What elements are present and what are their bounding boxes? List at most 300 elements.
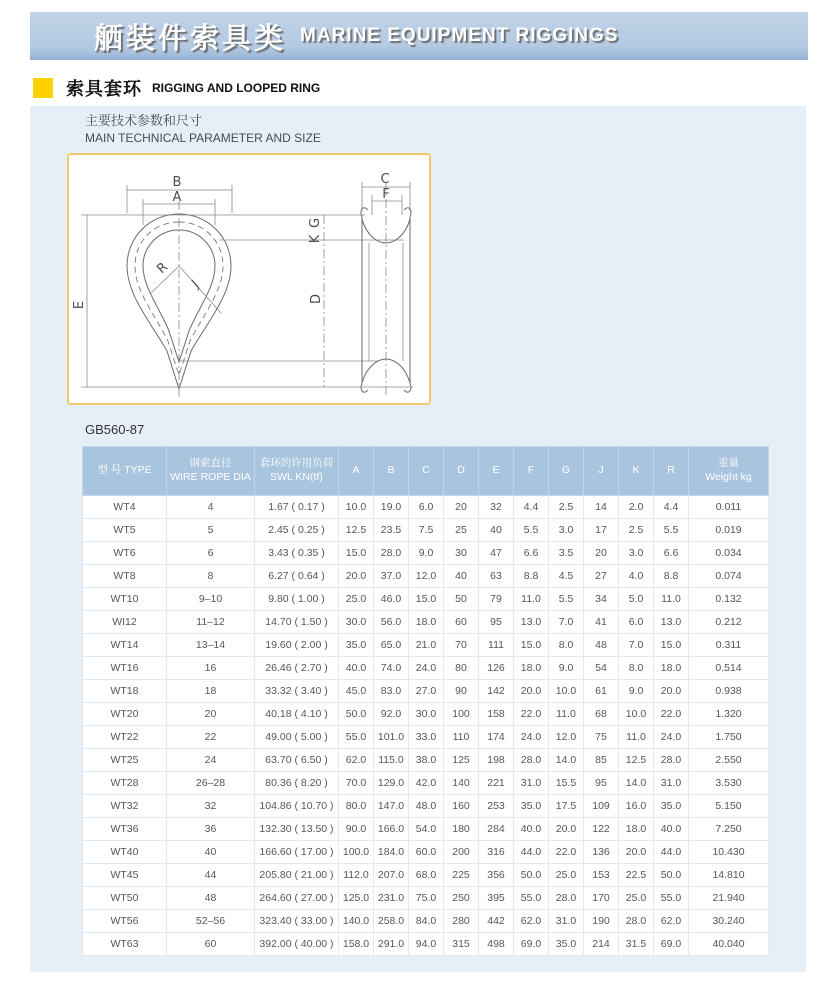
table-cell: 60.0 <box>409 841 444 864</box>
table-cell: 75.0 <box>409 887 444 910</box>
column-header: C <box>409 447 444 496</box>
table-cell: 3.43 ( 0.35 ) <box>255 542 339 565</box>
table-cell: 2.5 <box>619 519 654 542</box>
table-cell: 30.0 <box>409 703 444 726</box>
table-cell: 221 <box>479 772 514 795</box>
table-cell: WT20 <box>83 703 167 726</box>
table-cell: 28.0 <box>549 887 584 910</box>
table-cell: 19.0 <box>374 496 409 519</box>
table-cell: 23.5 <box>374 519 409 542</box>
table-cell: 33.32 ( 3.40 ) <box>255 680 339 703</box>
table-cell: 40.0 <box>514 818 549 841</box>
table-cell: 0.074 <box>689 565 769 588</box>
table-cell: 65.0 <box>374 634 409 657</box>
table-cell: 170 <box>584 887 619 910</box>
table-cell: 2.0 <box>619 496 654 519</box>
section-heading <box>33 75 320 101</box>
table-row <box>83 887 769 910</box>
table-cell: 14.810 <box>689 864 769 887</box>
table-cell: 20.0 <box>549 818 584 841</box>
table-cell: 48 <box>167 887 255 910</box>
table-cell: 1.750 <box>689 726 769 749</box>
table-cell: 9.0 <box>549 657 584 680</box>
table-row <box>83 910 769 933</box>
table-cell: 40 <box>479 519 514 542</box>
table-cell: 225 <box>444 864 479 887</box>
table-cell: 158 <box>479 703 514 726</box>
table-cell: WT16 <box>83 657 167 680</box>
table-cell: WT25 <box>83 749 167 772</box>
table-cell: 280 <box>444 910 479 933</box>
table-cell: 4.4 <box>654 496 689 519</box>
table-cell: 4 <box>167 496 255 519</box>
table-cell: 6.6 <box>514 542 549 565</box>
table-cell: 50 <box>444 588 479 611</box>
table-cell: WI12 <box>83 611 167 634</box>
table-cell: 10.0 <box>549 680 584 703</box>
table-cell: 11.0 <box>619 726 654 749</box>
table-cell: 9.0 <box>409 542 444 565</box>
dim-label-f: F <box>382 187 390 202</box>
table-cell: 20 <box>444 496 479 519</box>
section-bullet-icon <box>33 78 53 98</box>
table-cell: 498 <box>479 933 514 956</box>
table-cell: 316 <box>479 841 514 864</box>
table-cell: 95 <box>479 611 514 634</box>
table-cell: 46.0 <box>374 588 409 611</box>
table-cell: 14.70 ( 1.50 ) <box>255 611 339 634</box>
table-cell: 8.8 <box>514 565 549 588</box>
table-cell: 205.80 ( 21.00 ) <box>255 864 339 887</box>
table-cell: 54 <box>584 657 619 680</box>
column-header: B <box>374 447 409 496</box>
table-cell: 3.0 <box>549 519 584 542</box>
table-cell: 26–28 <box>167 772 255 795</box>
table-cell: 112.0 <box>339 864 374 887</box>
column-header: 钢索直径 WIRE ROPE DIA <box>167 447 255 496</box>
table-cell: 85 <box>584 749 619 772</box>
dim-label-c: C <box>380 172 390 187</box>
table-cell: 315 <box>444 933 479 956</box>
column-header: 型 号 TYPE <box>83 447 167 496</box>
column-header: 套环的许用负荷 SWL KN(tf) <box>255 447 339 496</box>
table-row <box>83 588 769 611</box>
table-cell: 44.0 <box>514 841 549 864</box>
table-cell: 31.0 <box>654 772 689 795</box>
dim-label-j: J <box>189 277 203 292</box>
table-cell: 69.0 <box>654 933 689 956</box>
table-cell: 11.0 <box>654 588 689 611</box>
table-cell: WT56 <box>83 910 167 933</box>
table-cell: 125 <box>444 749 479 772</box>
table-cell: 0.011 <box>689 496 769 519</box>
table-cell: 356 <box>479 864 514 887</box>
table-cell: WT10 <box>83 588 167 611</box>
table-cell: 1.320 <box>689 703 769 726</box>
table-cell: 10.430 <box>689 841 769 864</box>
table-cell: 15.5 <box>549 772 584 795</box>
table-cell: 24.0 <box>654 726 689 749</box>
table-cell: 12.5 <box>339 519 374 542</box>
table-cell: 166.60 ( 17.00 ) <box>255 841 339 864</box>
column-header: J <box>584 447 619 496</box>
table-cell: 9–10 <box>167 588 255 611</box>
column-header: D <box>444 447 479 496</box>
table-cell: 42.0 <box>409 772 444 795</box>
intro-text-cn: 主要技术参数和尺寸 <box>85 113 203 128</box>
table-cell: 0.019 <box>689 519 769 542</box>
table-cell: 20.0 <box>619 841 654 864</box>
table-cell: 28.0 <box>619 910 654 933</box>
table-cell: 25.0 <box>339 588 374 611</box>
spec-table-header-row <box>83 447 769 496</box>
table-cell: 110 <box>444 726 479 749</box>
table-cell: 13.0 <box>514 611 549 634</box>
table-cell: WT32 <box>83 795 167 818</box>
table-cell: WT45 <box>83 864 167 887</box>
table-cell: 47 <box>479 542 514 565</box>
content-panel <box>30 106 806 972</box>
table-cell: 38.0 <box>409 749 444 772</box>
table-cell: 200 <box>444 841 479 864</box>
table-row <box>83 749 769 772</box>
table-cell: WT28 <box>83 772 167 795</box>
column-header: R <box>654 447 689 496</box>
table-cell: 6.6 <box>654 542 689 565</box>
table-cell: 231.0 <box>374 887 409 910</box>
table-cell: 28.0 <box>514 749 549 772</box>
table-cell: 68.0 <box>409 864 444 887</box>
table-cell: 55.0 <box>514 887 549 910</box>
table-cell: 94.0 <box>409 933 444 956</box>
table-cell: 48 <box>584 634 619 657</box>
table-cell: 8.0 <box>619 657 654 680</box>
table-cell: WT40 <box>83 841 167 864</box>
table-cell: 12.0 <box>409 565 444 588</box>
table-cell: WT5 <box>83 519 167 542</box>
dim-label-e: E <box>72 300 87 310</box>
table-cell: 92.0 <box>374 703 409 726</box>
table-cell: 7.250 <box>689 818 769 841</box>
table-cell: 4.0 <box>619 565 654 588</box>
table-cell: 18 <box>167 680 255 703</box>
table-cell: 6 <box>167 542 255 565</box>
table-cell: 28.0 <box>654 749 689 772</box>
table-cell: 12.5 <box>619 749 654 772</box>
table-cell: 0.938 <box>689 680 769 703</box>
table-cell: 34 <box>584 588 619 611</box>
standard-number: GB560-87 <box>85 422 145 437</box>
table-cell: 125.0 <box>339 887 374 910</box>
table-cell: 22 <box>167 726 255 749</box>
table-cell: 14.0 <box>549 749 584 772</box>
table-cell: 22.0 <box>654 703 689 726</box>
table-cell: 26.46 ( 2.70 ) <box>255 657 339 680</box>
banner-title-cn: 舾装件索具类 <box>94 22 287 55</box>
table-cell: WT4 <box>83 496 167 519</box>
table-cell: 11.0 <box>514 588 549 611</box>
table-cell: 84.0 <box>409 910 444 933</box>
table-cell: 41 <box>584 611 619 634</box>
table-cell: 25.0 <box>619 887 654 910</box>
table-cell: 61 <box>584 680 619 703</box>
table-cell: 115.0 <box>374 749 409 772</box>
table-cell: 25.0 <box>549 864 584 887</box>
table-cell: 174 <box>479 726 514 749</box>
table-cell: 153 <box>584 864 619 887</box>
table-cell: 70.0 <box>339 772 374 795</box>
table-cell: 190 <box>584 910 619 933</box>
table-cell: 136 <box>584 841 619 864</box>
table-row <box>83 703 769 726</box>
table-cell: 40.0 <box>654 818 689 841</box>
table-cell: 8.8 <box>654 565 689 588</box>
table-cell: 132.30 ( 13.50 ) <box>255 818 339 841</box>
table-cell: 20 <box>584 542 619 565</box>
section-title-cn: 索具套环 <box>66 79 142 99</box>
table-cell: 35.0 <box>654 795 689 818</box>
table-cell: 1.67 ( 0.17 ) <box>255 496 339 519</box>
table-cell: 56.0 <box>374 611 409 634</box>
table-cell: 62.0 <box>654 910 689 933</box>
table-cell: 52–56 <box>167 910 255 933</box>
table-cell: 19.60 ( 2.00 ) <box>255 634 339 657</box>
table-cell: 14 <box>584 496 619 519</box>
table-cell: WT22 <box>83 726 167 749</box>
table-cell: WT18 <box>83 680 167 703</box>
intro-text-en: MAIN TECHNICAL PARAMETER AND SIZE <box>85 130 321 145</box>
table-cell: 0.514 <box>689 657 769 680</box>
table-cell: 6.0 <box>619 611 654 634</box>
table-cell: 5.0 <box>619 588 654 611</box>
table-row <box>83 841 769 864</box>
table-cell: 0.034 <box>689 542 769 565</box>
table-cell: 0.132 <box>689 588 769 611</box>
table-cell: 160 <box>444 795 479 818</box>
table-cell: 5.5 <box>514 519 549 542</box>
table-cell: 323.40 ( 33.00 ) <box>255 910 339 933</box>
table-cell: 60 <box>167 933 255 956</box>
table-cell: 122 <box>584 818 619 841</box>
table-cell: 69.0 <box>514 933 549 956</box>
column-header: E <box>479 447 514 496</box>
table-cell: 74.0 <box>374 657 409 680</box>
table-cell: 16.0 <box>619 795 654 818</box>
table-cell: 30.240 <box>689 910 769 933</box>
table-cell: 35.0 <box>339 634 374 657</box>
table-cell: 14.0 <box>619 772 654 795</box>
table-cell: 79 <box>479 588 514 611</box>
table-cell: 140.0 <box>339 910 374 933</box>
table-cell: 284 <box>479 818 514 841</box>
table-cell: 129.0 <box>374 772 409 795</box>
table-row <box>83 818 769 841</box>
table-cell: WT14 <box>83 634 167 657</box>
table-cell: 4.4 <box>514 496 549 519</box>
table-cell: 11–12 <box>167 611 255 634</box>
dim-label-g: G <box>308 217 323 229</box>
table-row <box>83 864 769 887</box>
table-cell: 8 <box>167 565 255 588</box>
table-row <box>83 680 769 703</box>
dim-label-r: R <box>154 259 172 277</box>
table-cell: 250 <box>444 887 479 910</box>
column-header: F <box>514 447 549 496</box>
table-cell: 8.0 <box>549 634 584 657</box>
table-cell: 35.0 <box>549 933 584 956</box>
technical-drawing <box>67 153 431 405</box>
table-cell: 63.70 ( 6.50 ) <box>255 749 339 772</box>
table-cell: 37.0 <box>374 565 409 588</box>
table-cell: 7.0 <box>549 611 584 634</box>
table-row <box>83 496 769 519</box>
table-cell: 18.0 <box>514 657 549 680</box>
table-cell: 70 <box>444 634 479 657</box>
table-cell: 30.0 <box>339 611 374 634</box>
table-cell: 31.0 <box>514 772 549 795</box>
table-cell: 18.0 <box>409 611 444 634</box>
table-cell: 55.0 <box>654 887 689 910</box>
table-cell: 109 <box>584 795 619 818</box>
table-cell: 90 <box>444 680 479 703</box>
table-cell: 7.0 <box>619 634 654 657</box>
table-row <box>83 634 769 657</box>
table-cell: 50.0 <box>339 703 374 726</box>
table-row <box>83 933 769 956</box>
table-cell: 16 <box>167 657 255 680</box>
table-cell: 80.0 <box>339 795 374 818</box>
table-cell: 5.150 <box>689 795 769 818</box>
table-row <box>83 611 769 634</box>
table-cell: 184.0 <box>374 841 409 864</box>
table-cell: 31.0 <box>549 910 584 933</box>
table-cell: 27 <box>584 565 619 588</box>
table-cell: 392.00 ( 40.00 ) <box>255 933 339 956</box>
table-cell: 11.0 <box>549 703 584 726</box>
thimble-drawing-svg <box>69 155 429 403</box>
table-cell: 20 <box>167 703 255 726</box>
banner-title-en: MARINE EQUIPMENT RIGGINGS <box>300 25 619 46</box>
dim-label-d: D <box>309 293 324 305</box>
table-cell: 442 <box>479 910 514 933</box>
table-row <box>83 772 769 795</box>
table-cell: 28.0 <box>374 542 409 565</box>
table-cell: WT36 <box>83 818 167 841</box>
table-cell: 291.0 <box>374 933 409 956</box>
table-cell: 0.311 <box>689 634 769 657</box>
column-header: 重量 Weight kg <box>689 447 769 496</box>
table-cell: 62.0 <box>514 910 549 933</box>
table-cell: 395 <box>479 887 514 910</box>
dim-label-b: B <box>172 175 182 190</box>
table-cell: 80.36 ( 8.20 ) <box>255 772 339 795</box>
table-cell: 22.0 <box>514 703 549 726</box>
table-cell: 3.5 <box>549 542 584 565</box>
table-cell: 62.0 <box>339 749 374 772</box>
table-cell: WT50 <box>83 887 167 910</box>
table-row <box>83 565 769 588</box>
table-cell: 40 <box>167 841 255 864</box>
table-cell: 24.0 <box>409 657 444 680</box>
table-cell: 4.5 <box>549 565 584 588</box>
table-cell: 180 <box>444 818 479 841</box>
table-cell: 35.0 <box>514 795 549 818</box>
table-cell: 31.5 <box>619 933 654 956</box>
column-header: A <box>339 447 374 496</box>
table-cell: 264.60 ( 27.00 ) <box>255 887 339 910</box>
table-cell: 21.940 <box>689 887 769 910</box>
table-cell: 7.5 <box>409 519 444 542</box>
table-cell: 0.212 <box>689 611 769 634</box>
table-cell: 253 <box>479 795 514 818</box>
table-cell: 17.5 <box>549 795 584 818</box>
table-cell: 142 <box>479 680 514 703</box>
table-cell: 126 <box>479 657 514 680</box>
table-cell: 166.0 <box>374 818 409 841</box>
table-cell: 2.550 <box>689 749 769 772</box>
table-cell: 50.0 <box>514 864 549 887</box>
table-cell: 40.040 <box>689 933 769 956</box>
table-cell: 40.0 <box>339 657 374 680</box>
table-cell: 214 <box>584 933 619 956</box>
table-cell: 33.0 <box>409 726 444 749</box>
table-cell: 6.0 <box>409 496 444 519</box>
table-cell: 90.0 <box>339 818 374 841</box>
table-cell: 15.0 <box>409 588 444 611</box>
table-row <box>83 519 769 542</box>
spec-table-body <box>83 496 769 956</box>
table-cell: 80 <box>444 657 479 680</box>
page-banner <box>30 12 808 60</box>
table-cell: 140 <box>444 772 479 795</box>
table-cell: 30 <box>444 542 479 565</box>
table-cell: 40 <box>444 565 479 588</box>
table-cell: 22.5 <box>619 864 654 887</box>
section-title-en: RIGGING AND LOOPED RING <box>152 81 321 95</box>
column-header: G <box>549 447 584 496</box>
table-cell: 13–14 <box>167 634 255 657</box>
column-header: K <box>619 447 654 496</box>
table-cell: 15.0 <box>339 542 374 565</box>
table-cell: 75 <box>584 726 619 749</box>
table-cell: 147.0 <box>374 795 409 818</box>
table-cell: 5.5 <box>549 588 584 611</box>
table-cell: 15.0 <box>514 634 549 657</box>
table-cell: 100.0 <box>339 841 374 864</box>
table-cell: 83.0 <box>374 680 409 703</box>
table-cell: 45.0 <box>339 680 374 703</box>
table-cell: 198 <box>479 749 514 772</box>
table-cell: 63 <box>479 565 514 588</box>
table-cell: 48.0 <box>409 795 444 818</box>
table-cell: 9.0 <box>619 680 654 703</box>
table-cell: 10.0 <box>339 496 374 519</box>
table-cell: 10.0 <box>619 703 654 726</box>
table-cell: WT6 <box>83 542 167 565</box>
table-cell: 20.0 <box>654 680 689 703</box>
spec-table <box>82 446 769 956</box>
table-cell: 49.00 ( 5.00 ) <box>255 726 339 749</box>
table-cell: 95 <box>584 772 619 795</box>
table-cell: 68 <box>584 703 619 726</box>
table-cell: 12.0 <box>549 726 584 749</box>
table-cell: 9.80 ( 1.00 ) <box>255 588 339 611</box>
table-cell: 158.0 <box>339 933 374 956</box>
intro-text <box>85 112 321 146</box>
table-cell: 36 <box>167 818 255 841</box>
dim-label-k: K <box>308 234 323 244</box>
table-cell: 55.0 <box>339 726 374 749</box>
